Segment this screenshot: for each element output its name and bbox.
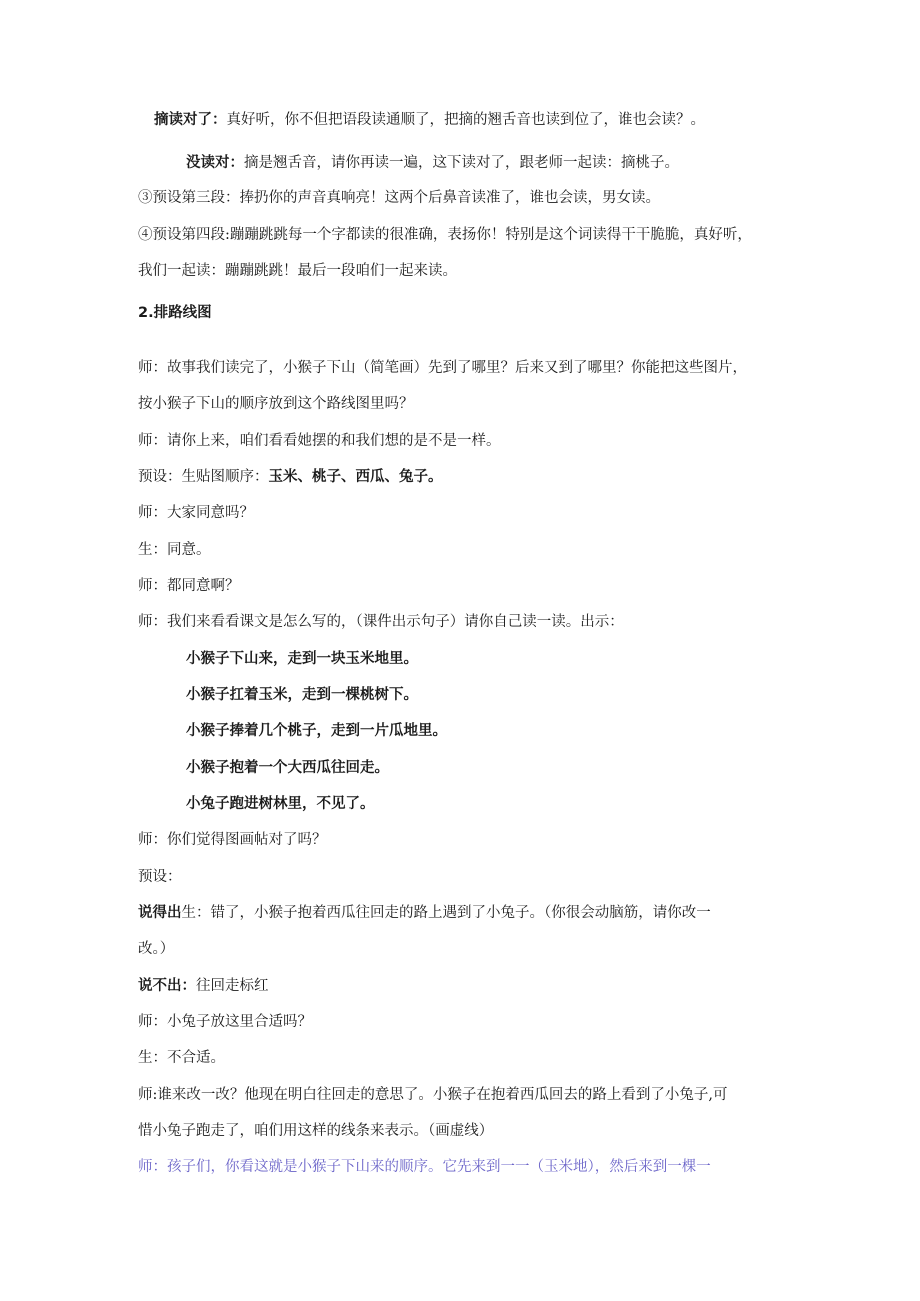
paragraph-line: 惜小兔子跑走了，咱们用这样的线条来表示。（画虚线） <box>138 1123 494 1139</box>
paragraph-line: 改。） <box>138 941 175 957</box>
quoted-sentence: 小猴子抱着一个大西瓜往回走。 <box>186 760 389 776</box>
paragraph-line <box>138 903 711 923</box>
paragraph-line <box>186 153 679 173</box>
paragraph-line: 师：请你上来，咱们看看她摆的和我们想的是不是一样。 <box>138 433 501 449</box>
paragraph-line: 师：都同意啊？ <box>138 578 240 594</box>
line-text: 摘是翘舌音，请你再读一遍，这下读对了，跟老师一起读：摘桃子。 <box>244 155 679 171</box>
paragraph-line <box>138 976 269 996</box>
paragraph-line: 师：你们觉得图画帖对了吗？ <box>138 832 327 848</box>
paragraph-line: ④预设第四段:蹦蹦跳跳每一个字都读的很准确，表扬你！特别是这个词读得干干脆脆，真好听， <box>138 227 752 243</box>
quoted-sentence: 小猴子下山来，走到一块玉米地里。 <box>186 651 418 667</box>
paragraph-line: 师：我们来看看课文是怎么写的，（课件出示句子）请你自己读一读。出示： <box>138 614 624 630</box>
paragraph-line: 师：大家同意吗？ <box>138 505 254 521</box>
line-text: 往回走标红 <box>196 978 269 994</box>
bold-lead: 说不出： <box>138 978 196 994</box>
paragraph-line <box>154 110 705 130</box>
bold-lead: 摘读对了： <box>154 112 227 128</box>
paragraph-line: ③预设第三段：捧扔你的声音真响亮！这两个后鼻音读准了，谁也会读，男女读。 <box>138 190 660 206</box>
paragraph-line: 生：同意。 <box>138 542 211 558</box>
paragraph-line <box>138 467 443 487</box>
highlighted-line: 师：孩子们，你看这就是小猴子下山来的顺序。它先来到一一（玉米地），然后来到一棵一 <box>138 1159 711 1175</box>
quoted-sentence: 小猴子捧着几个桃子，走到一片瓜地里。 <box>186 723 447 739</box>
bold-lead: 没读对： <box>186 155 244 171</box>
paragraph-line: 师：故事我们读完了，小猴子下山（简笔画）先到了哪里？后来又到了哪里？你能把这些图片， <box>138 360 747 376</box>
section-heading: 2.排路线图 <box>138 305 212 321</box>
paragraph-line: 预设： <box>138 869 182 885</box>
bold-text: 玉米、桃子、西瓜、兔子。 <box>268 469 443 485</box>
paragraph-line: 师:谁来改一改？他现在明白往回走的意思了。小猴子在抱着西瓜回去的路上看到了小兔子,可 <box>138 1087 728 1103</box>
line-lead: 预设：生贴图顺序： <box>138 469 269 485</box>
line-text: 真好听，你不但把语段读通顺了，把摘的翘舌音也读到位了，谁也会读？。 <box>226 112 705 128</box>
line-text: 生：错了，小猴子抱着西瓜往回走的路上遇到了小兔子。（你很会动脑筋，请你改一 <box>181 905 711 921</box>
quoted-sentence: 小猴子扛着玉米，走到一棵桃树下。 <box>186 687 418 703</box>
paragraph-line: 师：小兔子放这里合适吗？ <box>138 1014 312 1030</box>
bold-lead: 说得出 <box>138 905 182 921</box>
paragraph-line: 我们一起读：蹦蹦跳跳！最后一段咱们一起来读。 <box>138 263 457 279</box>
paragraph-line: 生：不合适。 <box>138 1050 225 1066</box>
paragraph-line: 按小猴子下山的顺序放到这个路线图里吗？ <box>138 396 414 412</box>
quoted-sentence: 小兔子跑进树林里，不见了。 <box>186 796 375 812</box>
